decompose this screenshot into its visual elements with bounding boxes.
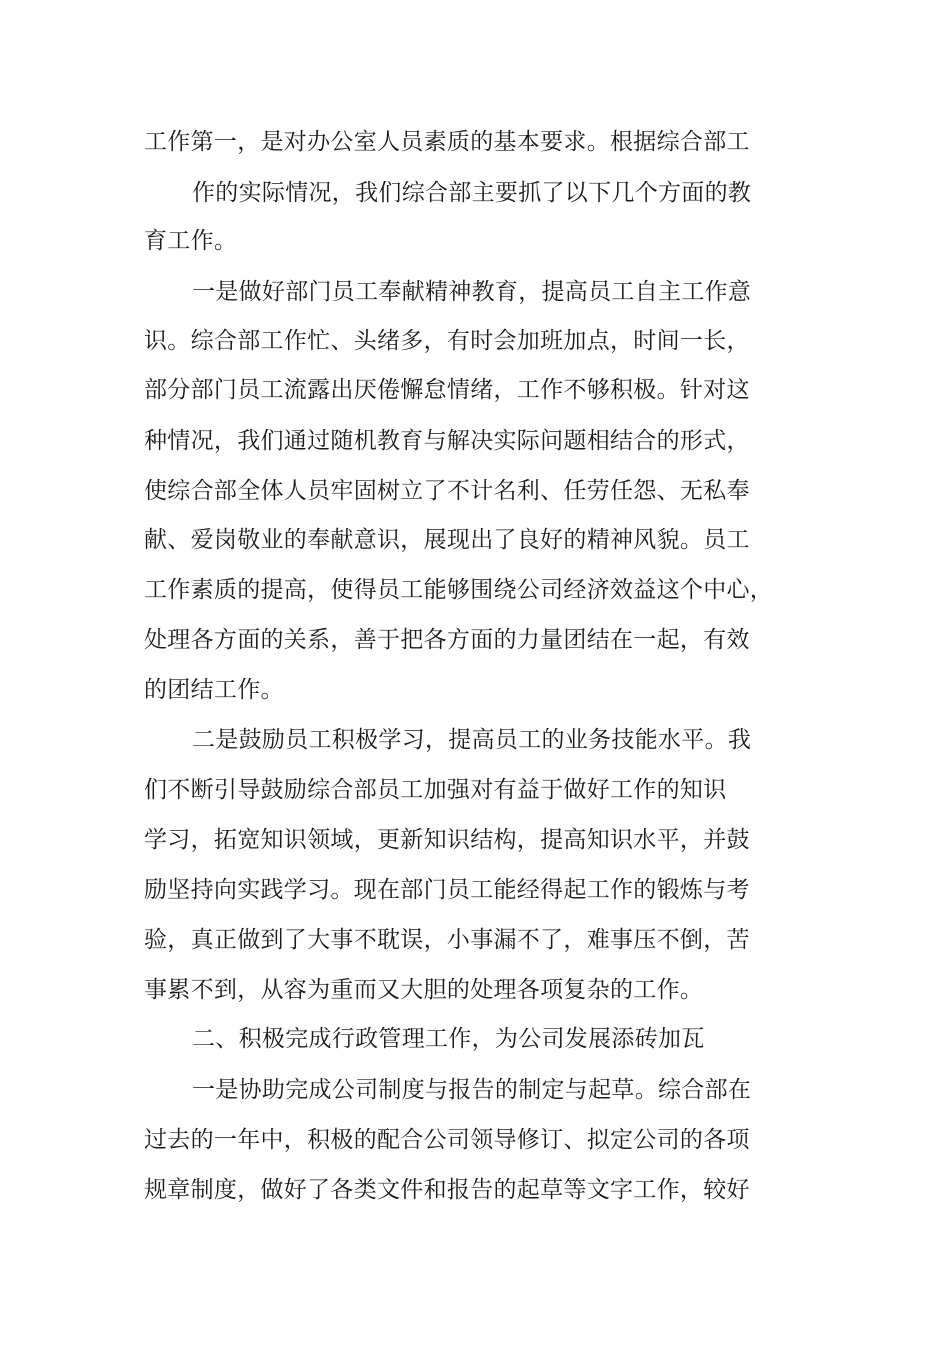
text-line: 种情况，我们通过随机教育与解决实际问题相结合的形式，: [144, 428, 750, 454]
text-line: 献、爱岗敬业的奉献意识，展现出了良好的精神风貌。员工: [144, 527, 750, 553]
text-line: 工作素质的提高，使得员工能够围绕公司经济效益这个中心，: [144, 577, 774, 603]
text-line: 验，真正做到了大事不耽误，小事漏不了，难事压不倒，苦: [144, 927, 750, 953]
text-line: 一是协助完成公司制度与报告的制定与起草。综合部在: [192, 1077, 752, 1103]
section-heading: 二、积极完成行政管理工作，为公司发展添砖加瓦: [192, 1026, 705, 1052]
text-line: 过去的一年中，积极的配合公司领导修订、拟定公司的各项: [144, 1127, 750, 1153]
text-line: 作的实际情况，我们综合部主要抓了以下几个方面的教: [192, 180, 752, 206]
text-line: 规章制度，做好了各类文件和报告的起草等文字工作，较好: [144, 1177, 750, 1203]
text-line: 学习，拓宽知识领域，更新知识结构，提高知识水平，并鼓: [144, 827, 750, 853]
text-line: 二是鼓励员工积极学习，提高员工的业务技能水平。我: [192, 727, 752, 753]
text-line: 事累不到，从容为重而又大胆的处理各项复杂的工作。: [144, 977, 704, 1003]
text-line: 识。综合部工作忙、头绪多，有时会加班加点，时间一长，: [144, 328, 750, 354]
text-line: 的团结工作。: [144, 677, 284, 703]
text-line: 处理各方面的关系，善于把各方面的力量团结在一起，有效: [144, 627, 750, 653]
text-line: 一是做好部门员工奉献精神教育，提高员工自主工作意: [192, 279, 752, 305]
text-line: 们不断引导鼓励综合部员工加强对有益于做好工作的知识: [144, 777, 727, 803]
text-line: 励坚持向实践学习。现在部门员工能经得起工作的锻炼与考: [144, 877, 750, 903]
text-line: 工作第一，是对办公室人员素质的基本要求。根据综合部工: [144, 129, 750, 155]
text-line: 使综合部全体人员牢固树立了不计名利、任劳任怨、无私奉: [144, 478, 750, 504]
text-line: 育工作。: [144, 228, 238, 254]
text-line: 部分部门员工流露出厌倦懈怠情绪，工作不够积极。针对这: [144, 377, 750, 403]
